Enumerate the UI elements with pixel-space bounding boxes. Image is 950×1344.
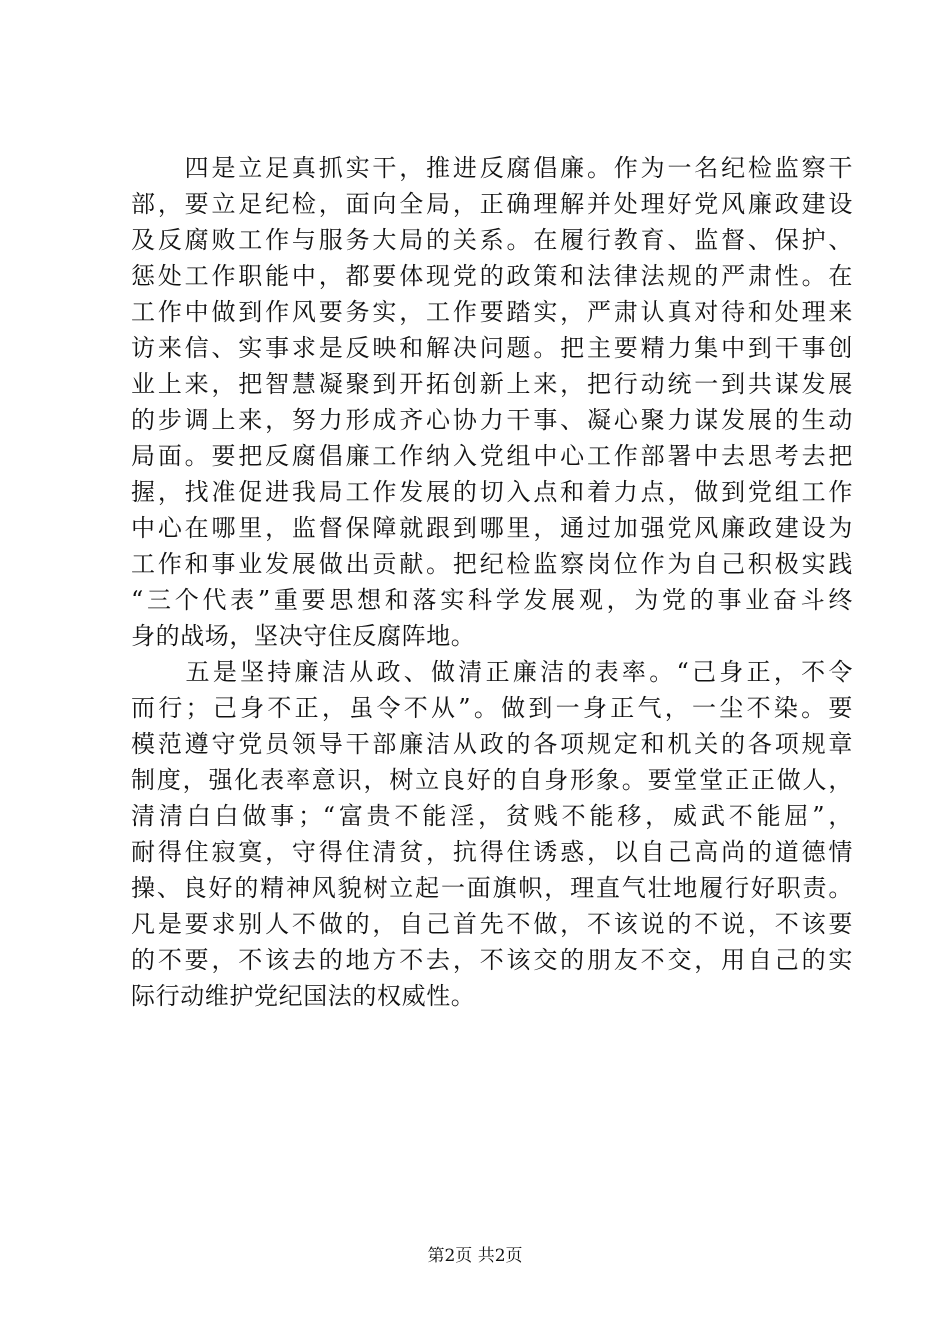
document-body	[131, 150, 853, 1014]
text-line: 际行动维护党纪国法的权威性。	[131, 982, 476, 1010]
text-line: 五是坚持廉洁从政、做清正廉洁的表率。“己身正，不令	[131, 658, 853, 686]
text-line: 局面。要把反腐倡廉工作纳入党组中心工作部署中去思考去把	[131, 442, 853, 470]
text-line: 惩处工作职能中，都要体现党的政策和法律法规的严肃性。在	[131, 262, 853, 290]
text-line: 的不要，不该去的地方不去，不该交的朋友不交，用自己的实	[131, 946, 853, 974]
text-line: 工作中做到作风要务实，工作要踏实，严肃认真对待和处理来	[131, 298, 853, 326]
text-line: 握，找准促进我局工作发展的切入点和着力点，做到党组工作	[131, 478, 853, 506]
text-line: 的步调上来，努力形成齐心协力干事、凝心聚力谋发展的生动	[131, 406, 853, 434]
text-line: 模范遵守党员领导干部廉洁从政的各项规定和机关的各项规章	[131, 730, 853, 758]
page-number: 第2页 共2页	[427, 1246, 523, 1266]
text-line: 制度，强化表率意识，树立良好的自身形象。要堂堂正正做人，	[131, 766, 853, 794]
text-line: 操、良好的精神风貌树立起一面旗帜，理直气壮地履行好职责。	[131, 874, 853, 902]
text-line: 工作和事业发展做出贡献。把纪检监察岗位作为自己积极实践	[131, 550, 853, 578]
text-line: 耐得住寂寞，守得住清贫，抗得住诱惑，以自己高尚的道德情	[131, 838, 853, 866]
text-line: 四是立足真抓实干，推进反腐倡廉。作为一名纪检监察干	[131, 154, 853, 182]
text-line: 部，要立足纪检，面向全局，正确理解并处理好党风廉政建设	[131, 190, 853, 218]
text-line: 而行；己身不正，虽令不从”。做到一身正气，一尘不染。要	[131, 694, 853, 722]
text-line: 业上来，把智慧凝聚到开拓创新上来，把行动统一到共谋发展	[131, 370, 853, 398]
text-line: 清清白白做事；“富贵不能淫，贫贱不能移，威武不能屈”，	[131, 802, 853, 830]
text-line: 凡是要求别人不做的，自己首先不做，不该说的不说，不该要	[131, 910, 853, 938]
text-line: 中心在哪里，监督保障就跟到哪里，通过加强党风廉政建设为	[131, 514, 853, 542]
text-line: 访来信、实事求是反映和解决问题。把主要精力集中到干事创	[131, 334, 853, 362]
text-line: “三个代表”重要思想和落实科学发展观，为党的事业奋斗终	[131, 586, 853, 614]
text-line: 身的战场，坚决守住反腐阵地。	[131, 622, 476, 650]
text-line: 及反腐败工作与服务大局的关系。在履行教育、监督、保护、	[131, 226, 853, 254]
